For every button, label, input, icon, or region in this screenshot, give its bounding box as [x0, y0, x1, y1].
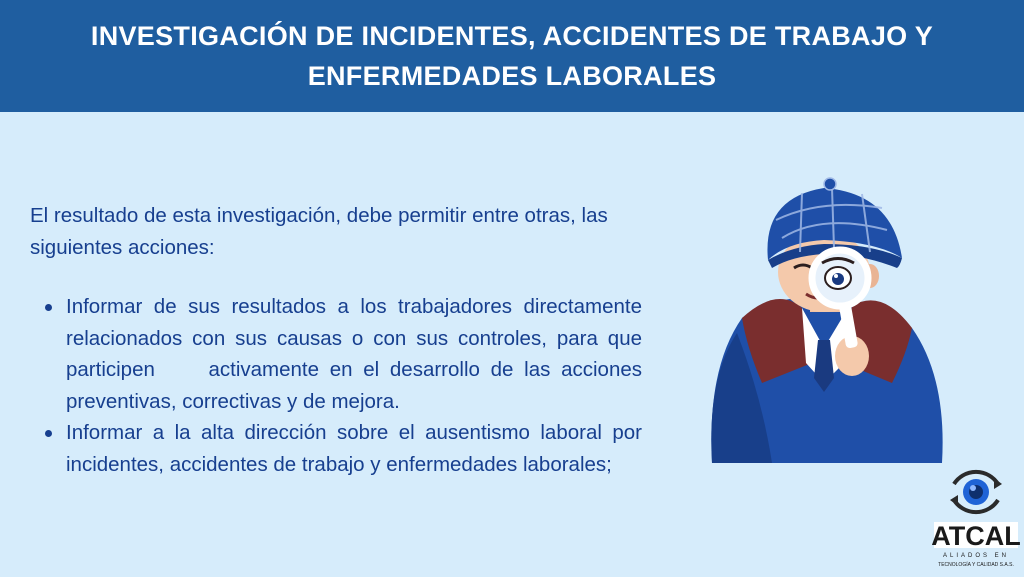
list-item: [30, 417, 642, 480]
intro-text: El resultado de esta investigación, debe permitir entre otras, las siguientes acciones:: [30, 204, 608, 259]
logo-tagline: ALIADOS EN: [942, 553, 1010, 559]
actions-list: [30, 291, 648, 480]
atcal-logo: [932, 466, 1020, 572]
main-content: [30, 200, 648, 480]
page-title: INVESTIGACIÓN DE INCIDENTES, ACCIDENTES DE TRABAJO Y ENFERMEDADES LABORALES: [90, 21, 934, 91]
bullet-icon: [45, 430, 52, 437]
logo-name: ATCAL: [932, 521, 1020, 551]
list-item-text: Informar a la alta dirección sobre el ausentismo laboral por incidentes, accidentes de trabajo y enfermedades laborales;: [66, 421, 642, 476]
header-bar: [0, 0, 1024, 112]
eye-logo-icon: [932, 466, 1020, 572]
detective-with-magnifying-glass-icon: [702, 168, 947, 468]
bullet-icon: [45, 304, 52, 311]
list-item: [30, 291, 648, 417]
logo-subtitle: TECNOLOGÍA Y CALIDAD S.A.S.: [938, 562, 1014, 568]
list-item-text: Informar de sus resultados a los trabajadores directamente relacionados con sus causas o con sus controles, para que participen activamente en el desarrollo de las acciones preventivas, correctivas y de mejora.: [66, 295, 648, 413]
